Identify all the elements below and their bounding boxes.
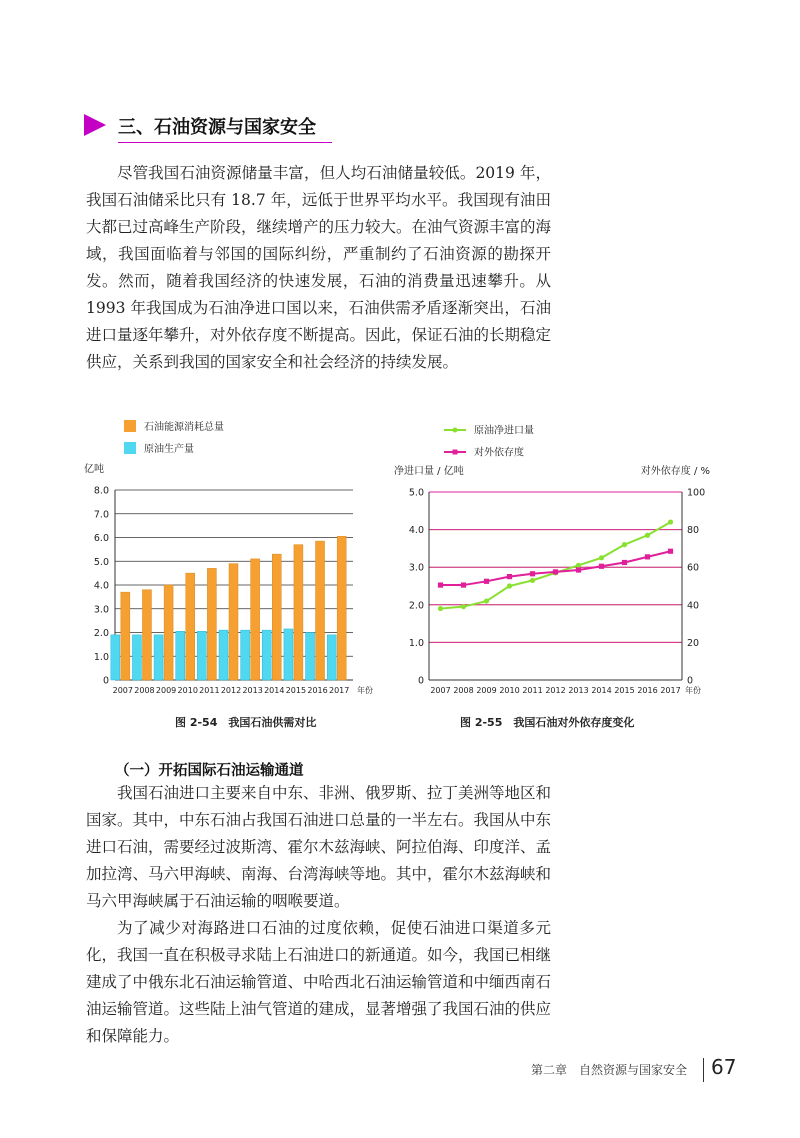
bar-consumption (142, 590, 151, 680)
point-net-import (599, 555, 604, 560)
y-tick-label: 5.0 (93, 556, 109, 568)
page-footer (531, 1055, 771, 1085)
subsection-title: （一）开拓国际石油运输通道 (115, 763, 304, 779)
x-tick-label: 2012 (220, 686, 242, 695)
bar-production (132, 635, 141, 680)
footer-chapter: 第二章 自然资源与国家安全 (531, 1063, 688, 1077)
point-dependency (507, 574, 512, 579)
legend-label-1: 原油净进口量 (474, 425, 534, 437)
y2-tick-label: 20 (687, 637, 700, 649)
x-tick-label: 2017 (329, 686, 350, 695)
bar-consumption (337, 536, 346, 680)
point-net-import (438, 606, 443, 611)
point-net-import (484, 598, 489, 603)
paragraph-1: 尽管我国石油资源储量丰富，但人均石油储量较低。2019 年，我国石油储采比只有 18.7 年，远低于世界平均水平。我国现有油田大都已过高峰生产阶段，继续增产的压力较大。在油气资源丰富的海域，我国面临着与邻国的国际纠纷，严重制约了石油资源的勘探开发。然而，随着我国经济的快速发展，石油的消费量迅速攀升。从 1993 年我国成为石油净进口国以来，石油供需矛盾逐渐突出，石油进口量逐年攀升，对外依存度不断提高。因此，保证石油的长期稳定供应，关系到我国的国家安全和社会经济的持续发展。 (86, 164, 552, 371)
x-tick-label: 2012 (545, 686, 566, 695)
figure-2-54-caption: 图 2-54 我国石油供需对比 (175, 716, 317, 729)
bar-production (154, 635, 163, 680)
x-tick-label: 2016 (307, 686, 328, 695)
footer-separator (703, 1058, 704, 1082)
point-net-import (576, 563, 581, 568)
supply-demand-bar-chart (72, 408, 402, 708)
y2-tick-label: 100 (687, 487, 706, 499)
y-tick-label: 5.0 (408, 487, 424, 499)
x-tick-label: 2013 (568, 686, 589, 695)
bar-consumption (186, 573, 195, 680)
triangle-marker-icon (84, 114, 106, 136)
y-axis-label: 亿吨 (84, 464, 104, 475)
bar-production (111, 635, 120, 680)
point-net-import (530, 578, 535, 583)
bar-production (176, 631, 185, 680)
section-heading (84, 110, 334, 144)
bar-consumption (229, 564, 238, 680)
point-net-import (622, 542, 627, 547)
y-tick-label: 8.0 (93, 485, 109, 497)
point-net-import (668, 519, 673, 524)
legend-swatch-1 (124, 420, 136, 432)
bar-production (197, 631, 206, 680)
bar-consumption (164, 585, 173, 680)
x-tick-label: 2008 (453, 686, 474, 695)
x-tick-label: 2007 (430, 686, 451, 695)
series-line-net-import (441, 522, 671, 608)
y-tick-label: 0 (102, 675, 109, 687)
bar-consumption (121, 592, 130, 680)
figure-2-55-caption: 图 2-55 我国石油对外依存度变化 (460, 716, 635, 729)
y-tick-label: 0 (417, 675, 424, 687)
bar-production (284, 629, 293, 680)
section-underline (118, 142, 332, 143)
y-tick-label: 6.0 (93, 533, 109, 544)
x-tick-label: 2013 (242, 686, 263, 695)
x-tick-label: 2017 (660, 686, 681, 695)
bar-production (219, 630, 228, 680)
bar-production (241, 630, 250, 680)
point-dependency (461, 582, 466, 587)
point-dependency (553, 569, 558, 574)
y-axis-label: 净进口量 / 亿吨 (394, 466, 464, 477)
point-net-import (645, 533, 650, 538)
section-title: 三、石油资源与国家安全 (118, 117, 316, 138)
x-tick-label: 2010 (499, 686, 520, 695)
legend-marker-1 (453, 428, 458, 433)
y-tick-label: 4.0 (408, 525, 424, 537)
y-tick-label: 3.0 (93, 604, 109, 616)
y2-tick-label: 60 (687, 562, 700, 574)
x-tick-label: 2008 (134, 686, 155, 695)
x-tick-label: 2010 (177, 686, 198, 695)
point-dependency (622, 560, 627, 565)
legend-label-2: 对外依存度 (474, 447, 524, 459)
y-tick-label: 1.0 (408, 637, 424, 649)
page-number: 67 (711, 1055, 737, 1079)
point-dependency (576, 567, 581, 572)
y-tick-label: 2.0 (93, 628, 109, 639)
x-tick-label: 2009 (155, 686, 177, 695)
series-line-dependency (441, 551, 671, 585)
bar-consumption (207, 568, 216, 680)
y2-tick-label: 40 (687, 600, 700, 612)
point-dependency (668, 549, 673, 554)
point-dependency (438, 582, 443, 587)
y2-tick-label: 0 (687, 675, 694, 687)
x-axis-label: 年份 (685, 686, 701, 695)
x-tick-label: 2009 (476, 686, 497, 695)
legend-swatch-2 (124, 442, 136, 454)
bar-consumption (316, 541, 325, 680)
point-dependency (599, 564, 604, 569)
x-tick-label: 2011 (522, 686, 543, 695)
legend-label-2: 原油生产量 (144, 444, 194, 455)
y-tick-label: 4.0 (93, 580, 109, 592)
y-tick-label: 1.0 (93, 651, 109, 663)
point-net-import (461, 604, 466, 609)
point-dependency (530, 571, 535, 576)
bar-consumption (251, 559, 260, 680)
bar-production (306, 633, 315, 681)
y2-axis-label: 对外依存度 / % (640, 466, 710, 477)
x-tick-label: 2011 (199, 686, 220, 695)
bar-production (262, 630, 271, 680)
legend-label-1: 石油能源消耗总量 (144, 422, 224, 433)
y-tick-label: 2.0 (408, 600, 424, 612)
point-dependency (645, 554, 650, 559)
x-tick-label: 2015 (614, 686, 635, 695)
paragraph-2: 我国石油进口主要来自中东、非洲、俄罗斯、拉丁美洲等地区和国家。其中，中东石油占我国石油进口总量的一半左右。我国从中东进口石油，需要经过波斯湾、霍尔木兹海峡、阿拉伯海、印度洋、孟加拉湾、马六甲海峡、南海、台湾海峡等地。其中，霍尔木兹海峡和马六甲海峡属于石油运输的咽喉要道。 (86, 784, 552, 910)
x-axis-label: 年份 (357, 686, 373, 695)
paragraph-3: 为了减少对海路进口石油的过度依赖，促使石油进口渠道多元化，我国一直在积极寻求陆上石油进口的新通道。如今，我国已相继建成了中俄东北石油运输管道、中哈西北石油运输管道和中缅西南石油运输管道。这些陆上油气管道的建成，显著增强了我国石油的供应和保障能力。 (86, 919, 552, 1045)
y2-tick-label: 80 (687, 525, 700, 537)
bar-consumption (272, 554, 281, 680)
x-tick-label: 2007 (112, 686, 133, 695)
point-dependency (484, 579, 489, 584)
x-tick-label: 2014 (591, 686, 612, 695)
import-dependency-line-chart (392, 408, 722, 708)
x-tick-label: 2016 (637, 686, 658, 695)
bar-production (327, 635, 336, 680)
point-net-import (507, 583, 512, 588)
x-tick-label: 2014 (264, 686, 285, 695)
x-tick-label: 2015 (285, 686, 307, 695)
y-tick-label: 3.0 (408, 562, 424, 574)
bar-consumption (294, 545, 303, 680)
legend-marker-2 (453, 450, 458, 455)
y-tick-label: 7.0 (93, 509, 109, 521)
